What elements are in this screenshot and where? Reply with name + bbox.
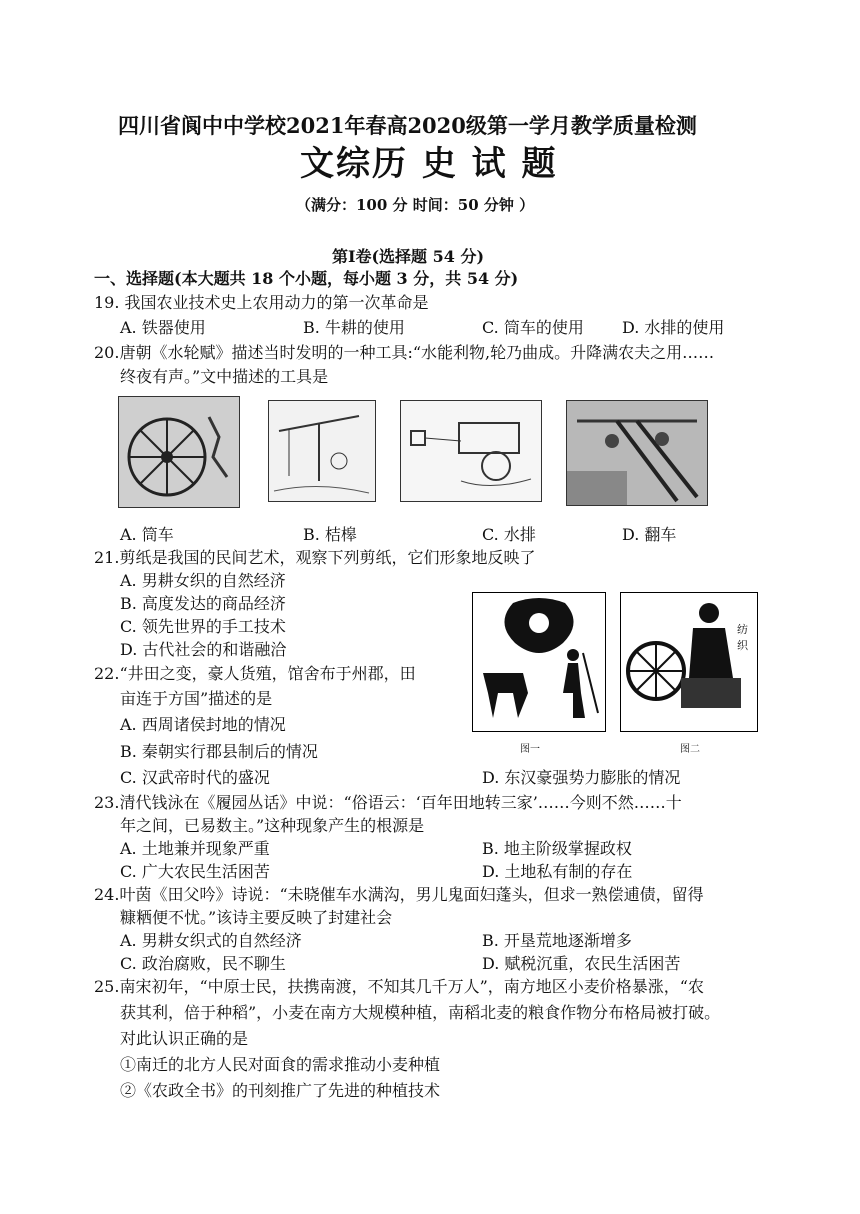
q20-option-b: B. 桔槔 (303, 525, 357, 544)
q24-option-d: D. 赋税沉重，农民生活困苦 (482, 954, 681, 973)
q22-option-c: C. 汉武帝时代的盛况 (120, 768, 270, 787)
q24-stem: 24.叶茵《田父吟》诗说：“未晓催车水满沟，男儿鬼面妇蓬头，但求一熟偿逋债，留得 (94, 885, 704, 904)
q20-stem-cont: 终夜有声。”文中描述的工具是 (120, 367, 329, 386)
q22-option-b: B. 秦朝实行郡县制后的情况 (120, 742, 318, 761)
q22-option-a: A. 西周诸侯封地的情况 (120, 715, 286, 734)
figure-tongche-image (118, 396, 240, 508)
q21-stem: 21.剪纸是我国的民间艺术，观察下列剪纸，它们形象地反映了 (94, 548, 536, 567)
q24-option-b: B. 开垦荒地逐渐增多 (482, 931, 632, 950)
q24-stem-cont: 糠粞便不忧。”该诗主要反映了封建社会 (120, 908, 393, 927)
figure-fanche-image (566, 400, 708, 506)
q21-option-b: B. 高度发达的商品经济 (120, 594, 286, 613)
q23-option-c: C. 广大农民生活困苦 (120, 862, 270, 881)
q20-option-c: C. 水排 (482, 525, 536, 544)
exam-meta: （满分：100 分 时间：50 分钟 ） (296, 196, 535, 214)
svg-text:织: 织 (737, 639, 748, 652)
figure-1-caption: 图一 (520, 744, 540, 755)
q21-option-c: C. 领先世界的手工技术 (120, 617, 286, 636)
q20-option-d: D. 翻车 (622, 525, 677, 544)
q20-option-a: A. 筒车 (120, 525, 174, 544)
q19-stem: 19. 我国农业技术史上农用动力的第一次革命是 (94, 293, 429, 312)
q23-option-d: D. 土地私有制的存在 (482, 862, 633, 881)
papercut-figure-2-image (620, 592, 758, 732)
part-title: 第Ⅰ卷(选择题 54 分) (332, 247, 485, 266)
q22-stem: 22.“井田之变，豪人货殖，馆舍布于州郡，田 (94, 664, 416, 683)
q19-option-c: C. 筒车的使用 (482, 318, 584, 337)
q19-option-d: D. 水排的使用 (622, 318, 725, 337)
q23-stem: 23.清代钱泳在《履园丛话》中说：“俗语云：‘百年田地转三家’……今则不然……十 (94, 793, 682, 812)
section-heading: 一、选择题(本大题共 18 个小题，每小题 3 分，共 54 分) (94, 269, 519, 288)
exam-title: 四川省阆中中学校2021年春高2020级第一学月教学质量检测 (118, 113, 697, 138)
figure-2-caption: 图二 (680, 744, 700, 755)
q19-option-b: B. 牛耕的使用 (303, 318, 405, 337)
q24-option-c: C. 政治腐败，民不聊生 (120, 954, 286, 973)
q25-stem-cont-1: 获其利，倍于种稻”，小麦在南方大规模种植，南稻北麦的粮食作物分布格局被打破。 (120, 1003, 721, 1022)
q25-item-1: ①南迁的北方人民对面食的需求推动小麦种植 (120, 1055, 441, 1074)
exam-subtitle: 文综历 史 试 题 (300, 144, 558, 184)
q25-item-2: ②《农政全书》的刊刻推广了先进的种植技术 (120, 1081, 441, 1100)
figure-jiegao-image (268, 400, 376, 502)
q23-option-b: B. 地主阶级掌握政权 (482, 839, 632, 858)
q20-stem: 20.唐朝《水轮赋》描述当时发明的一种工具:“水能利物,轮乃曲成。升降满农夫之用…… (94, 343, 715, 362)
svg-text:纺: 纺 (737, 623, 748, 636)
q22-stem-cont: 亩连于方国”描述的是 (120, 689, 273, 708)
q25-stem-cont-2: 对此认识正确的是 (120, 1029, 249, 1048)
papercut-figure-1-image (472, 592, 606, 732)
q19-option-a: A. 铁器使用 (120, 318, 206, 337)
q21-option-a: A. 男耕女织的自然经济 (120, 571, 286, 590)
figure-shuipai-image (400, 400, 542, 502)
q23-stem-cont: 年之间，已易数主。”这种现象产生的根源是 (120, 816, 425, 835)
q22-option-d: D. 东汉豪强势力膨胀的情况 (482, 768, 681, 787)
q24-option-a: A. 男耕女织式的自然经济 (120, 931, 302, 950)
q25-stem: 25.南宋初年，“中原士民，扶携南渡，不知其几千万人”，南方地区小麦价格暴涨，“农 (94, 977, 704, 996)
q21-option-d: D. 古代社会的和谐融洽 (120, 640, 287, 659)
q23-option-a: A. 土地兼并现象严重 (120, 839, 270, 858)
